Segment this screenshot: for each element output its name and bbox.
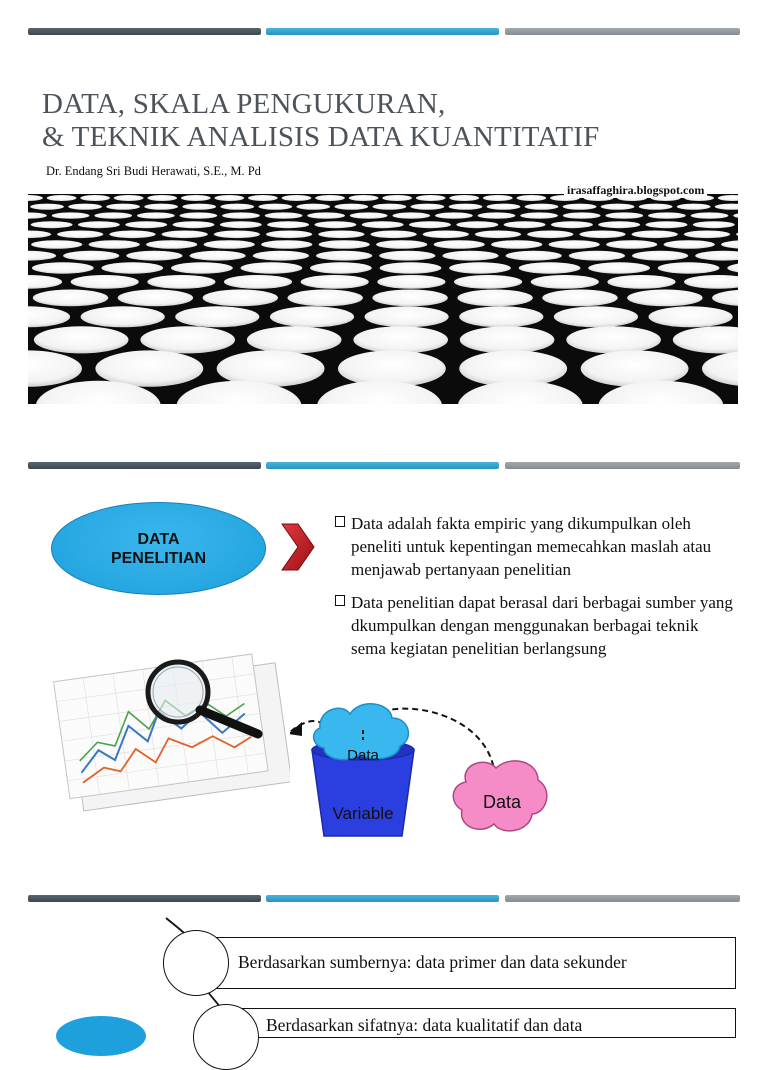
jenis-data-slide	[0, 880, 768, 1035]
white-disc	[353, 326, 448, 353]
white-disc	[382, 195, 412, 201]
white-disc	[598, 221, 640, 228]
white-disc	[288, 290, 363, 307]
white-disc	[607, 275, 675, 289]
category-ellipse	[56, 1016, 146, 1056]
white-disc	[78, 221, 120, 228]
white-disc	[310, 262, 372, 273]
white-disc	[307, 212, 345, 218]
white-disc	[190, 251, 246, 261]
white-disc	[214, 231, 260, 239]
white-disc	[627, 290, 702, 307]
white-disc	[601, 204, 635, 210]
white-disc	[416, 195, 446, 201]
white-disc	[517, 195, 547, 201]
white-disc	[649, 306, 733, 327]
white-disc	[525, 204, 559, 210]
white-disc	[684, 231, 730, 239]
white-disc	[379, 251, 435, 261]
white-disc	[81, 306, 165, 327]
white-disc	[316, 251, 372, 261]
white-disc	[94, 212, 132, 218]
checkbox-bullet-icon	[335, 516, 345, 527]
white-disc	[224, 275, 292, 289]
white-disc	[319, 240, 370, 249]
header-bar-blue	[266, 28, 499, 35]
white-disc	[296, 204, 330, 210]
white-disc	[33, 290, 108, 307]
white-disc	[377, 275, 445, 289]
white-disc	[125, 221, 167, 228]
white-disc	[80, 195, 110, 201]
category-box-1	[190, 937, 736, 989]
white-disc	[411, 204, 445, 210]
white-disc	[147, 275, 215, 289]
white-disc	[31, 240, 82, 249]
white-disc	[314, 221, 356, 228]
white-disc	[549, 240, 600, 249]
white-disc	[109, 231, 155, 239]
white-disc	[478, 212, 516, 218]
white-disc	[71, 275, 139, 289]
white-disc	[266, 231, 312, 239]
header-bar-blue	[266, 462, 499, 469]
title-line-2: & TEKNIK ANALISIS DATA KUANTITATIF	[42, 121, 600, 153]
white-disc	[677, 204, 711, 210]
white-disc	[362, 221, 404, 228]
white-disc	[248, 195, 278, 201]
ellipse-label-line-2: PENELITIAN	[110, 549, 207, 567]
white-disc	[373, 204, 407, 210]
white-disc	[449, 262, 511, 273]
white-disc	[162, 231, 208, 239]
white-disc	[63, 251, 119, 261]
white-disc	[454, 275, 522, 289]
white-disc	[520, 212, 558, 218]
white-disc	[318, 231, 364, 239]
white-disc	[519, 262, 581, 273]
white-disc	[459, 306, 543, 327]
white-disc	[118, 290, 193, 307]
white-disc	[265, 212, 303, 218]
ellipse-label-line-1: DATA	[137, 530, 180, 548]
white-disc	[32, 262, 94, 273]
white-disc	[270, 306, 354, 327]
white-disc	[527, 231, 573, 239]
header-bars	[28, 462, 740, 469]
data-penelitian-ellipse	[51, 502, 266, 595]
white-disc	[569, 251, 625, 261]
ellipse-label	[111, 530, 206, 568]
white-disc	[372, 290, 447, 307]
white-disc	[126, 251, 182, 261]
white-disc	[137, 212, 175, 218]
white-disc	[434, 240, 485, 249]
white-disc	[487, 204, 521, 210]
white-disc	[334, 204, 368, 210]
white-disc	[30, 204, 64, 210]
bucket-label: Variable	[332, 804, 394, 823]
white-disc	[563, 204, 597, 210]
white-disc	[693, 221, 735, 228]
white-disc	[475, 231, 521, 239]
white-disc	[658, 262, 720, 273]
white-disc	[566, 326, 661, 353]
white-disc	[173, 221, 215, 228]
white-disc	[491, 240, 542, 249]
slide-title	[42, 88, 599, 154]
bullet-text-1: Data adalah fakta empiric yang dikumpulkan oleh peneliti untuk kepentingan memecahkan maslah atau menjawab pertanyaan penelitian	[351, 514, 712, 579]
white-disc	[551, 221, 593, 228]
header-bar-dark	[28, 462, 261, 469]
white-disc	[258, 204, 292, 210]
white-disc	[350, 212, 388, 218]
white-disc	[220, 204, 254, 210]
white-disc	[449, 204, 483, 210]
white-disc	[563, 212, 601, 218]
title-line-1: DATA, SKALA PENGUKURAN,	[42, 88, 446, 120]
white-disc	[315, 195, 345, 201]
white-disc	[203, 290, 278, 307]
category-circle-2	[193, 1004, 259, 1070]
white-disc	[483, 195, 513, 201]
white-disc	[301, 275, 369, 289]
white-disc	[282, 195, 312, 201]
watermark-text: irasaffaghira.blogspot.com	[564, 183, 707, 198]
white-disc	[222, 212, 260, 218]
data-variable-diagram	[290, 690, 555, 840]
white-disc	[449, 195, 479, 201]
white-disc	[180, 212, 218, 218]
bullet-text-2: Data penelitian dapat berasal dari berbagai sumber yang dkumpulkan dengan menggunakan berbagai teknik sema kegiatan penelitian berlangsung	[351, 593, 733, 658]
white-disc	[106, 204, 140, 210]
white-disc	[531, 275, 599, 289]
white-disc	[181, 195, 211, 201]
data-penelitian-slide	[0, 440, 768, 880]
white-disc	[52, 212, 90, 218]
white-disc	[175, 306, 259, 327]
white-disc	[241, 262, 303, 273]
header-bars	[28, 28, 740, 35]
white-disc	[89, 240, 140, 249]
white-disc	[691, 212, 729, 218]
white-disc	[253, 251, 309, 261]
white-disc	[392, 212, 430, 218]
white-disc	[605, 212, 643, 218]
white-disc	[349, 195, 379, 201]
white-disc	[214, 195, 244, 201]
white-disc	[247, 326, 342, 353]
category-box-2	[220, 1008, 736, 1038]
white-disc	[554, 306, 638, 327]
bullet-item-1	[335, 512, 735, 581]
white-disc	[632, 251, 688, 261]
white-disc	[146, 240, 197, 249]
white-disc	[504, 221, 546, 228]
white-disc	[365, 306, 449, 327]
white-disc	[639, 204, 673, 210]
category-circle-1	[163, 930, 229, 996]
discs-image	[28, 194, 738, 404]
white-disc	[435, 212, 473, 218]
white-disc	[409, 221, 451, 228]
white-disc	[632, 231, 678, 239]
header-bar-gray	[505, 28, 740, 35]
white-disc	[101, 262, 163, 273]
white-disc	[380, 262, 442, 273]
bullet-item-2	[335, 591, 735, 660]
category-text-2: Berdasarkan sifatnya: data kualitatif dan data	[266, 1015, 583, 1035]
bucket-top-label: Data	[347, 747, 379, 764]
white-disc	[542, 290, 617, 307]
author-name: Dr. Endang Sri Budi Herawati, S.E., M. Pd	[46, 164, 261, 178]
white-disc	[31, 221, 73, 228]
white-disc	[370, 231, 416, 239]
white-disc	[114, 195, 144, 201]
white-disc	[442, 251, 498, 261]
white-disc	[606, 240, 657, 249]
white-disc	[220, 221, 262, 228]
white-disc	[423, 231, 469, 239]
header-bar-gray	[505, 462, 740, 469]
white-disc	[204, 240, 255, 249]
blob-label: Data	[482, 792, 522, 812]
chevron-right-icon	[280, 522, 316, 572]
white-disc	[140, 326, 235, 353]
white-disc	[47, 195, 77, 201]
checkbox-bullet-icon	[335, 595, 345, 606]
white-disc	[457, 290, 532, 307]
magnifier-charts-illustration	[40, 620, 300, 820]
white-disc	[456, 221, 498, 228]
white-disc	[144, 204, 178, 210]
white-disc	[182, 204, 216, 210]
white-disc	[261, 240, 312, 249]
white-disc	[57, 231, 103, 239]
white-disc	[646, 221, 688, 228]
white-disc	[267, 221, 309, 228]
white-disc	[147, 195, 177, 201]
white-disc	[376, 240, 427, 249]
white-disc	[579, 231, 625, 239]
cover-photo-white-discs	[28, 194, 738, 404]
white-disc	[648, 212, 686, 218]
header-bar-dark	[28, 28, 261, 35]
title-slide	[0, 0, 768, 440]
bullet-list	[335, 512, 735, 670]
white-disc	[34, 326, 129, 353]
white-disc	[460, 326, 555, 353]
category-text-1: Berdasarkan sumbernya: data primer dan data sekunder	[238, 952, 627, 972]
white-disc	[171, 262, 233, 273]
white-disc	[664, 240, 715, 249]
white-disc	[506, 251, 562, 261]
white-disc	[68, 204, 102, 210]
white-disc	[588, 262, 650, 273]
